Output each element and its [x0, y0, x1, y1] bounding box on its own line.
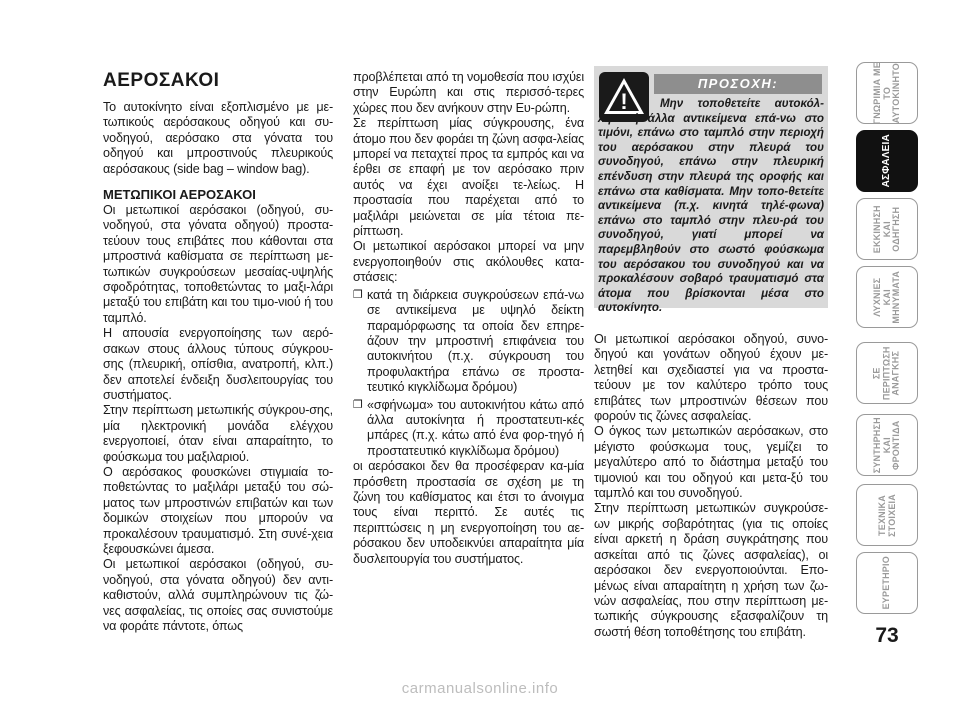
tab-label: ΕΥΡΕΤΗΡΙΟ — [881, 556, 892, 610]
tab-warning-lights[interactable] — [856, 266, 918, 328]
tab-getting-to-know-car[interactable] — [856, 62, 918, 124]
tab-label: ΓΝΩΡΙΜΙΑ ΜΕ ΤΟ ΑΥΤΟΚΙΝΗΤΟ — [871, 61, 901, 125]
tab-label: ΣΥΝΤΗΡΗΣΗ ΚΑΙ ΦΡΟΝΤΙΔΑ — [871, 416, 901, 474]
watermark: carmanualsonline.info — [401, 680, 559, 697]
page-title: ΑΕΡΟΣΑΚΟΙ — [103, 70, 220, 91]
tab-starting-and-driving[interactable] — [856, 198, 918, 260]
bullet-text: «σφήνωμα» του αυτοκινήτου κάτω από άλλα αυτοκίνητα ή προστατευτι-κές μπάρες (π.χ. κάτω από ένα φορ-τηγό ή προστατευτικό κιγκλίδωμα δρόμου) — [367, 397, 584, 458]
bullet-item — [353, 398, 584, 460]
paragraph: Οι μετωπικοί αερόσακοι (οδηγού, συ-νοδηγού, στα γόνατα οδηγού) προστα-τεύουν τους επιβάτες που κάθονται στα μπροστινά καθίσματα σε περίπτωση με-τωπικών συγκρούσεων μεσαίας-υψηλής σφοδρότητας, τοποθετώντας το μαξι-λάρι μεταξύ του επιβάτη και του τιμο-νιού ή του ταμπλό. — [103, 203, 333, 325]
bullet-text: κατά τη διάρκεια συγκρούσεων επά-νω σε αντικείμενα με υψηλό δείκτη παραμόρφωσης τα οποία δεν επηρε-άζουν την μπροστινή επιφάνεια του αυτοκινήτου (π.χ. σύγκρουση του προφυλακτήρα επάνω σε προστα-τευτικό κιγκλίδωμα δρόμου) — [367, 287, 584, 395]
tab-technical-data[interactable] — [856, 484, 918, 546]
tab-label: ΤΕΧΝΙΚΑ ΣΤΟΙΧΕΙΑ — [876, 493, 896, 537]
tab-maintenance[interactable] — [856, 414, 918, 476]
paragraph: Στην περίπτωση μετωπικών συγκρούσε-ων μικρής σοβαρότητας (για τις οποίες είναι αρκετή η δράση συγκράτησης που ασκείται από τις ζώνες ασφαλείας), οι αερόσακοι δεν ενεργοποιούνται. Επο-μένως είναι απαραίτητη η χρήση των ζω-νών ασφαλείας, που στην περίπτωση με-τωπικής σύγκρουσης εξασφαλίζουν τη σωστή θέση τοποθέτησης του επιβάτη. — [594, 501, 828, 639]
warning-text: Μην τοποθετείτε αυτοκόλ-λητα ή άλλα αντικείμενα επά-νω στο τιμόνι, επάνω στο ταμπλό στην περιοχή του αερόσακου στην πλευρά του συνοδηγού, επάνω στην πλευρική επένδυση στην πλευρά της οροφής και επάνω στα καθίσματα. Μην τοπο-θετείτε αντικείμενα (π.χ. κινητά τηλέ-φωνα) επάνω στο ταμπλό στην πλευ-ρά του συνοδηγού, γιατί μπορεί να παρεμβληθούν στο σωστό φούσκωμα του αερόσακου του συνοδηγού και να προκαλέσουν σοβαρό τραυματισμό στα άτομα που βρίσκονται μέσα στο αυτοκίνητο. — [598, 97, 824, 315]
paragraph: Στην περίπτωση μετωπικής σύγκρου-σης, μία ηλεκτρονική μονάδα ελέγχου ενεργοποιεί, όταν είναι απαραίτητο, το φούσκωμα του μαξιλαριού. — [103, 403, 333, 464]
paragraph: Η απουσία ενεργοποίησης των αερό-σακων στους άλλους τύπους σύγκρου-σης (πλευρική, οπίσθια, ανατροπή, κλπ.) δεν αποτελεί ένδειξη δυσλειτουργίας του συστήματος. — [103, 326, 333, 402]
intro-paragraph: Το αυτοκίνητο είναι εξοπλισμένο με με-τωπικούς αερόσακους οδηγού και συ-νοδηγού, αερόσακο στα γόνατα του οδηγού και μπροστινούς πλευρικούς αερόσακους (side bag – window bag). — [103, 100, 333, 176]
tab-label: ΣΕ ΠΕΡΙΠΤΩΣΗ ΑΝΑΓΚΗΣ — [871, 346, 901, 400]
paragraph: Ο όγκος των μετωπικών αερόσακων, στο μέγιστο φούσκωμα τους, γεμίζει το μεγαλύτερο από το διάστημα μεταξύ του τιμονιού και του οδηγού και μετα-ξύ του ταμπλό και του συνοδηγού. — [594, 424, 828, 501]
column-right — [594, 332, 828, 640]
paragraph: Οι μετωπικοί αερόσακοι οδηγού, συνο-δηγού και γονάτων οδηγού έχουν με-λετηθεί και σχεδιαστεί για να προστα-τεύουν με τον καλύτερο τρόπο τους επιβάτες των μπροστινών θέσεων που φορούν τις ζώνες ασφαλείας. — [594, 332, 828, 424]
tab-label: ΕΚΚΙΝΗΣΗ ΚΑΙ ΟΔΗΓΗΣΗ — [871, 204, 901, 254]
warning-box — [594, 66, 828, 315]
bullet-item — [353, 288, 584, 396]
paragraph: Οι μετωπικοί αερόσακοι μπορεί να μην ενεργοποιηθούν στις ακόλουθες κατα-στάσεις: — [353, 239, 584, 285]
tab-safety[interactable] — [856, 130, 918, 192]
paragraph: προβλέπεται από τη νομοθεσία που ισχύει στην Ευρώπη και στις περισσό-τερες χώρες που δεν ανήκουν στην Ευ-ρώπη. — [353, 70, 584, 115]
tab-in-emergency[interactable] — [856, 342, 918, 404]
paragraph: Σε περίπτωση μίας σύγκρουσης, ένα άτομο που δεν φοράει τη ζώνη ασφα-λείας μπορεί να πεταχτεί προς τα εμπρός και να έρθει σε επαφή με τον αερόσακο πριν αυτός να έχει ανοίξει τε-λείως. Η προστασία που παρέχεται από το μαξιλάρι μειώνεται σε μία τέτοια πε-ρίπτωση. — [353, 116, 584, 239]
section-heading: ΜΕΤΩΠΙΚΟΙ ΑΕΡΟΣΑΚΟΙ — [103, 187, 256, 203]
page-number: 73 — [875, 624, 899, 647]
checkbox-bullet-icon: ❐ — [353, 398, 363, 411]
column-middle — [353, 70, 584, 567]
checkbox-bullet-icon: ❐ — [353, 288, 363, 301]
warning-glyph: ! — [620, 89, 628, 114]
paragraph: Ο αερόσακος φουσκώνει στιγμιαία το-ποθετώντας το μαξιλάρι μεταξύ του σώ-ματος των μπροστινών επιβατών και των δομικών στοιχείων που μπορούν να προκαλέσουν τραυματισμό. Στη συνέ-χεια ξεφουσκώνει άμεσα. — [103, 464, 333, 556]
tab-label: ΑΣΦΑΛΕΙΑ — [881, 134, 893, 188]
tab-label: ΛΥΧΝΙΕΣ ΚΑΙ ΜΗΝΥΜΑΤΑ — [871, 270, 901, 324]
column-left — [103, 70, 333, 634]
paragraph: οι αερόσακοι δεν θα προσέφεραν κα-μία πρόσθετη προστασία σε σχέση με τη ζώνη του καθίσματος και έτσι το άνοιγμα τους είναι περιττό. Σε αυτές τις περιπτώσεις η μη ενεργοποίηση του αε-ρόσακου δεν υποδεικνύει απαραίτητα μία δυσλειτουργία του συστήματος. — [353, 459, 584, 566]
tab-index[interactable] — [856, 552, 918, 614]
warning-header: ΠΡΟΣΟΧΗ: — [654, 74, 822, 94]
paragraph: Οι μετωπικοί αερόσακοι (οδηγού, συ-νοδηγού, στα γόνατα οδηγού) δεν αντι-καθιστούν, αλλά συμπληρώνουν τις ζώ-νες ασφαλείας, τις οποίες σας συνιστούμε να φοράτε πάντοτε, όπως — [103, 557, 333, 633]
